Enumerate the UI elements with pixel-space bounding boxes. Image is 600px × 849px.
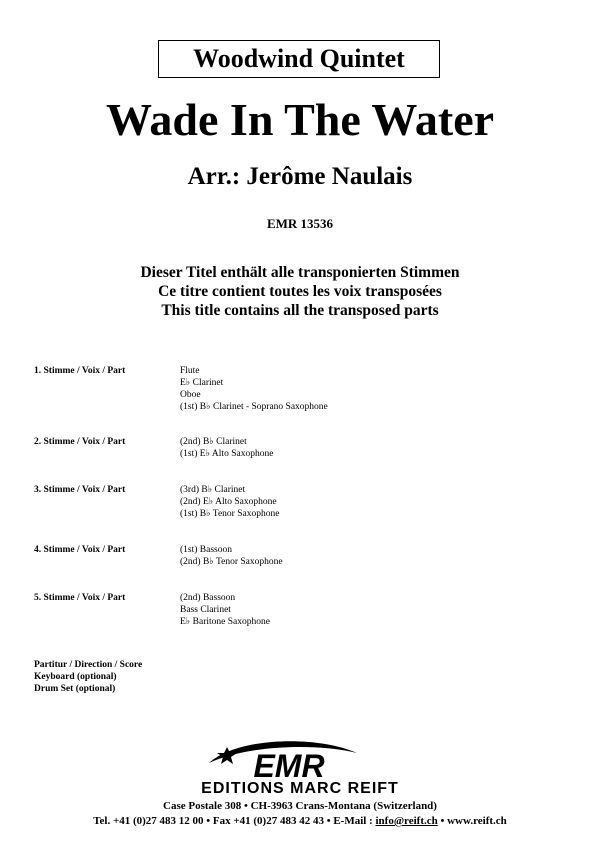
instrument: Flute — [180, 366, 200, 376]
publisher-address: Case Postale 308 • CH-3963 Crans-Montana (Switzerland) — [163, 800, 437, 812]
notice-line-en: This title contains all the transposed parts — [161, 302, 439, 319]
publisher-name: EDITIONS MARC REIFT — [201, 780, 399, 797]
part-5-instruments — [180, 592, 270, 628]
part-3-label: 3. Stimme / Voix / Part — [34, 485, 126, 495]
instrument: E♭ Baritone Saxophone — [180, 617, 270, 627]
publisher-contact — [0, 814, 600, 828]
email-link[interactable]: info@reift.ch — [375, 815, 438, 827]
instrument: (1st) E♭ Alto Saxophone — [180, 449, 274, 459]
part-4-label: 4. Stimme / Voix / Part — [34, 545, 126, 555]
part-2-label: 2. Stimme / Voix / Part — [34, 437, 126, 447]
part-5-label: 5. Stimme / Voix / Part — [34, 593, 126, 603]
extra-keyboard: Keyboard (optional) — [34, 672, 117, 682]
instrument: E♭ Clarinet — [180, 378, 224, 388]
part-2-instruments — [180, 436, 273, 460]
instrument: (1st) B♭ Tenor Saxophone — [180, 509, 280, 519]
instrument: (2nd) Bassoon — [180, 593, 236, 603]
part-4-instruments — [180, 544, 283, 568]
instrument: (2nd) E♭ Alto Saxophone — [180, 497, 277, 507]
part-1-instruments — [180, 365, 328, 413]
genre-label: Woodwind Quintet — [193, 44, 405, 73]
notice-line-fr: Ce titre contient toutes les voix transposées — [158, 283, 442, 300]
instrument: (1st) Bassoon — [180, 545, 232, 555]
genre-box — [158, 40, 440, 78]
extra-parts — [34, 659, 142, 695]
arranger: Arr.: Jerôme Naulais — [187, 163, 413, 190]
instrument: (2nd) B♭ Tenor Saxophone — [180, 557, 283, 567]
instrument: Bass Clarinet — [180, 605, 231, 615]
transposed-notice — [0, 263, 600, 320]
website: • www.reift.ch — [437, 815, 507, 827]
contact-tel-fax: Tel. +41 (0)27 483 12 00 • Fax +41 (0)27 483 42 43 • E-Mail : — [93, 815, 376, 827]
logo-text: EMR — [253, 748, 325, 784]
part-3-instruments — [180, 484, 279, 520]
part-1-label: 1. Stimme / Voix / Part — [34, 366, 126, 376]
extra-drums: Drum Set (optional) — [34, 684, 116, 694]
instrument: (3rd) B♭ Clarinet — [180, 485, 246, 495]
extra-score: Partitur / Direction / Score — [34, 660, 143, 670]
notice-line-de: Dieser Titel enthält alle transponierten Stimmen — [140, 264, 460, 281]
instrument: Oboe — [180, 390, 201, 400]
instrument: (2nd) B♭ Clarinet — [180, 437, 247, 447]
catalog-number: EMR 13536 — [266, 216, 334, 231]
piece-title: Wade In The Water — [105, 94, 495, 145]
instrument: (1st) B♭ Clarinet - Soprano Saxophone — [180, 402, 328, 412]
